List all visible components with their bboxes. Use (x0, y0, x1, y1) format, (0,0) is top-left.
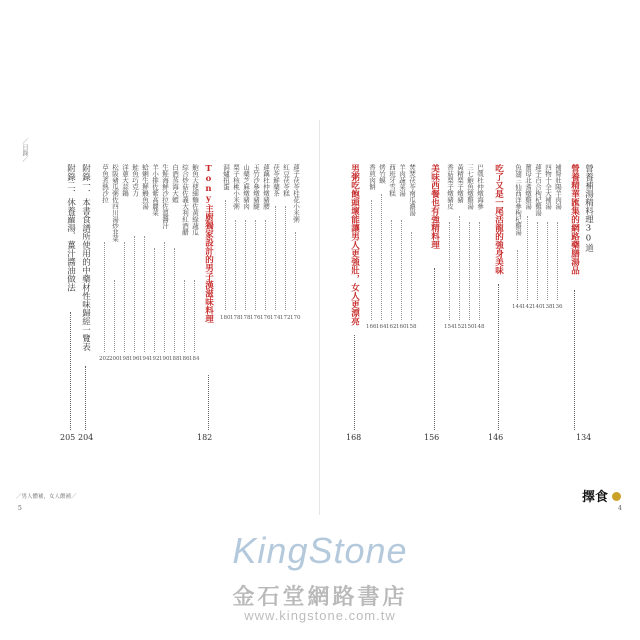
left-page-header: ／目錄／ (21, 138, 28, 162)
dot-leader (85, 366, 86, 430)
list-item: 蛤蜊生鮮鰻魚湯 (141, 164, 149, 210)
list-item-page: 166 (366, 324, 377, 330)
list-item-page: 160 (396, 324, 407, 330)
list-item: 生鮭海鮮沙拉佐溫醬汁 (161, 164, 169, 229)
list-item: 四物十全大補湯 (544, 164, 552, 210)
list-item-page: 178 (240, 315, 251, 321)
list-item: 香菇栗子燉豬皮 (446, 164, 454, 210)
list-item-page: 202 (99, 356, 110, 362)
list-item: 洞爐扭蛋 (222, 164, 230, 190)
list-item-page: 198 (119, 356, 130, 362)
list-item: 香煎肉餅 (368, 164, 376, 190)
dot-leader (434, 268, 435, 430)
logo-mark-icon (612, 492, 621, 501)
list-item-page: 180 (220, 315, 231, 321)
list-item: 山藥芝麻燉豬肉 (242, 164, 250, 210)
section-page-tony: 182 (197, 433, 213, 442)
left-page (2, 120, 320, 515)
list-item-page: 176 (260, 315, 271, 321)
watermark-chinese: 金石堂網路書店 (232, 585, 408, 610)
list-item-page: 162 (386, 324, 397, 330)
list-item: 鮭魚巧克力 (131, 164, 139, 197)
section-title-strength: 吃了又是一尾活龍的強身美味 (493, 164, 504, 275)
list-item: 魚翅三仙西洋參枸杞雞湯 (514, 164, 522, 236)
list-item-page: 142 (522, 304, 533, 310)
section-title-tony: Tony主廚獨家設計的男子漢滋味料理 (203, 164, 214, 323)
section-title-porridge: 男粥吃飽頭壞能讓男人更強壯，女人更漂亮 (349, 164, 360, 326)
list-item-page: 200 (109, 356, 120, 362)
list-item-page: 158 (406, 324, 417, 330)
list-item: 栗子核桃小米粥 (232, 164, 240, 210)
left-page-number: 5 (18, 505, 22, 512)
dot-leader (208, 375, 209, 430)
section-page-appendix1: 204 (78, 433, 94, 442)
list-item-page: 138 (542, 304, 553, 310)
list-item-page: 172 (280, 315, 291, 321)
section-page-appendix2: 205 (60, 433, 76, 442)
list-item-page: 194 (139, 356, 150, 362)
list-item-page: 150 (464, 324, 475, 330)
list-item: 烤竹蟆 (378, 164, 386, 184)
list-item: 黃精栗子燉豬 (456, 164, 464, 203)
list-item-page: 144 (512, 304, 523, 310)
list-item: 蓮子百合枸杞雞湯 (534, 164, 542, 216)
dot-leader (498, 284, 499, 430)
section-title-appendix1: 附錄一．本書食譜所使用的中藥材性味歸經一覽表 (80, 164, 91, 351)
list-item-page: 192 (149, 356, 160, 362)
list-item: 綜合炒菇佐義大利紅酒醋 (181, 164, 189, 236)
list-item-page: 140 (532, 304, 543, 310)
list-item-page: 148 (474, 324, 485, 330)
dot-leader (574, 290, 575, 430)
list-item-page: 176 (250, 315, 261, 321)
list-item-page: 190 (159, 356, 170, 362)
list-item: 蓮子茯苓桂花小米粥 (292, 164, 300, 223)
list-item: 薑母北耆燉雞湯 (524, 164, 532, 210)
list-item: 補腎壯陽羊肉湯 (554, 164, 562, 210)
dot-leader (70, 312, 71, 430)
list-item-page: 170 (290, 315, 301, 321)
section-page-strength: 146 (488, 433, 504, 442)
section-title-western: 美味西餐也有強精料理 (429, 164, 440, 249)
list-item-page: 188 (169, 356, 180, 362)
right-page (320, 120, 638, 515)
left-page-footer: ／男人體補，女人餵補／ (16, 494, 77, 500)
list-item-page: 184 (189, 356, 200, 362)
list-item: 紅豆茯苓糕 (282, 164, 290, 197)
section-title-soups: 營養精華匯集的網路藥膳湯品 (569, 164, 580, 275)
list-item: 松阪豬瓜粥佐四川湯炒韭菜 (111, 164, 119, 242)
list-item: 羊肉蔬菜湯 (398, 164, 406, 197)
section-page-main: 134 (576, 433, 592, 442)
section-page-western: 156 (424, 433, 440, 442)
list-item: 蓮藕杜仲燉豬腰 (262, 164, 270, 210)
list-item: 草魚煮熱沙拉 (101, 164, 109, 203)
watermark-url: www.kingstone.com.tw (244, 608, 396, 623)
list-item-page: 186 (179, 356, 190, 362)
list-item-page: 174 (270, 315, 281, 321)
list-item: 焚焚茯苓南瓜濃湯 (408, 164, 416, 216)
brand-logo: 擇食 (582, 490, 609, 505)
list-item: 巴戟杜仲燉海參 (476, 164, 484, 210)
list-item-page: 136 (552, 304, 563, 310)
list-item-page: 152 (454, 324, 465, 330)
right-page-number: 4 (618, 505, 622, 512)
list-item: 三七鮑魚燉雞湯 (466, 164, 474, 210)
list-item-page: 196 (129, 356, 140, 362)
section-page-porridge: 168 (346, 433, 362, 442)
dot-leader (354, 335, 355, 430)
list-item-page: 164 (376, 324, 387, 330)
list-item: 洋蔥大蒜鍋 (121, 164, 129, 197)
list-item-page: 154 (444, 324, 455, 330)
list-item-page: 178 (230, 315, 241, 321)
section-title-main: 營養補湯精料理30道 (583, 164, 594, 252)
list-item: 羊小排佐紫高麗菜 (151, 164, 159, 216)
list-item: 玉竹沙參燉豬腱 (252, 164, 260, 210)
watermark-brand: KingStone (232, 530, 408, 571)
list-item: 茯苓鮮藥茶 (272, 164, 280, 197)
list-item: 白酒蒸海大蝦 (171, 164, 179, 203)
list-item: 鮑魚天使細麵佐黃綠蔬瓜 (191, 164, 199, 236)
book-spread (2, 120, 638, 515)
list-item: 西班牙雪糕 (388, 164, 396, 197)
section-title-appendix2: 附錄二．休養蘿湯．薑汁醬油做法 (65, 164, 76, 292)
